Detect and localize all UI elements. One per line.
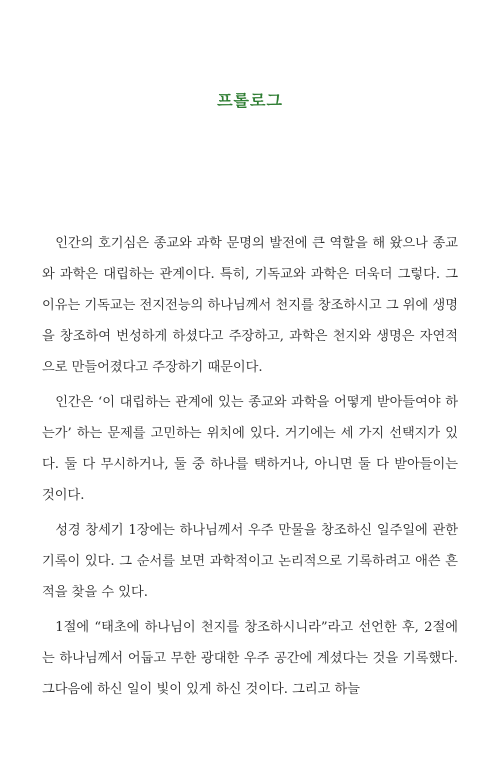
paragraph: 1절에 “태초에 하나님이 천지를 창조하시니라”라고 선언한 후, 2절에는 하나님께서 어둡고 무한 광대한 우주 공간에 계셨다는 것을 기록했다. 그다음에 하신 일이 빛이 있게 하신 것이다. 그리고 하늘 <box>42 620 458 697</box>
body-text <box>42 228 458 705</box>
paragraph: 인간은 ‘이 대립하는 관계에 있는 종교와 과학을 어떻게 받아들여야 하는가’ 하는 문제를 고민하는 위치에 있다. 거기에는 세 가지 선택지가 있다. 둘 다 무시하거나, 둘 중 하나를 택하거나, 아니면 둘 다 받아들이는 것이다. <box>42 395 458 503</box>
paragraph: 인간의 호기심은 종교와 과학 문명의 발전에 큰 역할을 해 왔으나 종교와 과학은 대립하는 관계이다. 특히, 기독교와 과학은 더욱더 그렇다. 그 이유는 기독교는 전지전능의 하나님께서 천지를 창조하시고 그 위에 생명을 창조하여 번성하게 하셨다고 주장하고, 과학은 천지와 생명은 자연적으로 만들어졌다고 주장하기 때문이다. <box>42 236 458 375</box>
chapter-title: 프롤로그 <box>217 91 283 110</box>
paragraph: 성경 창세기 1장에는 하나님께서 우주 만물을 창조하신 일주일에 관한 기록이 있다. 그 순서를 보면 과학적이고 논리적으로 기록하려고 애쓴 흔적을 찾을 수 있다. <box>42 523 458 600</box>
